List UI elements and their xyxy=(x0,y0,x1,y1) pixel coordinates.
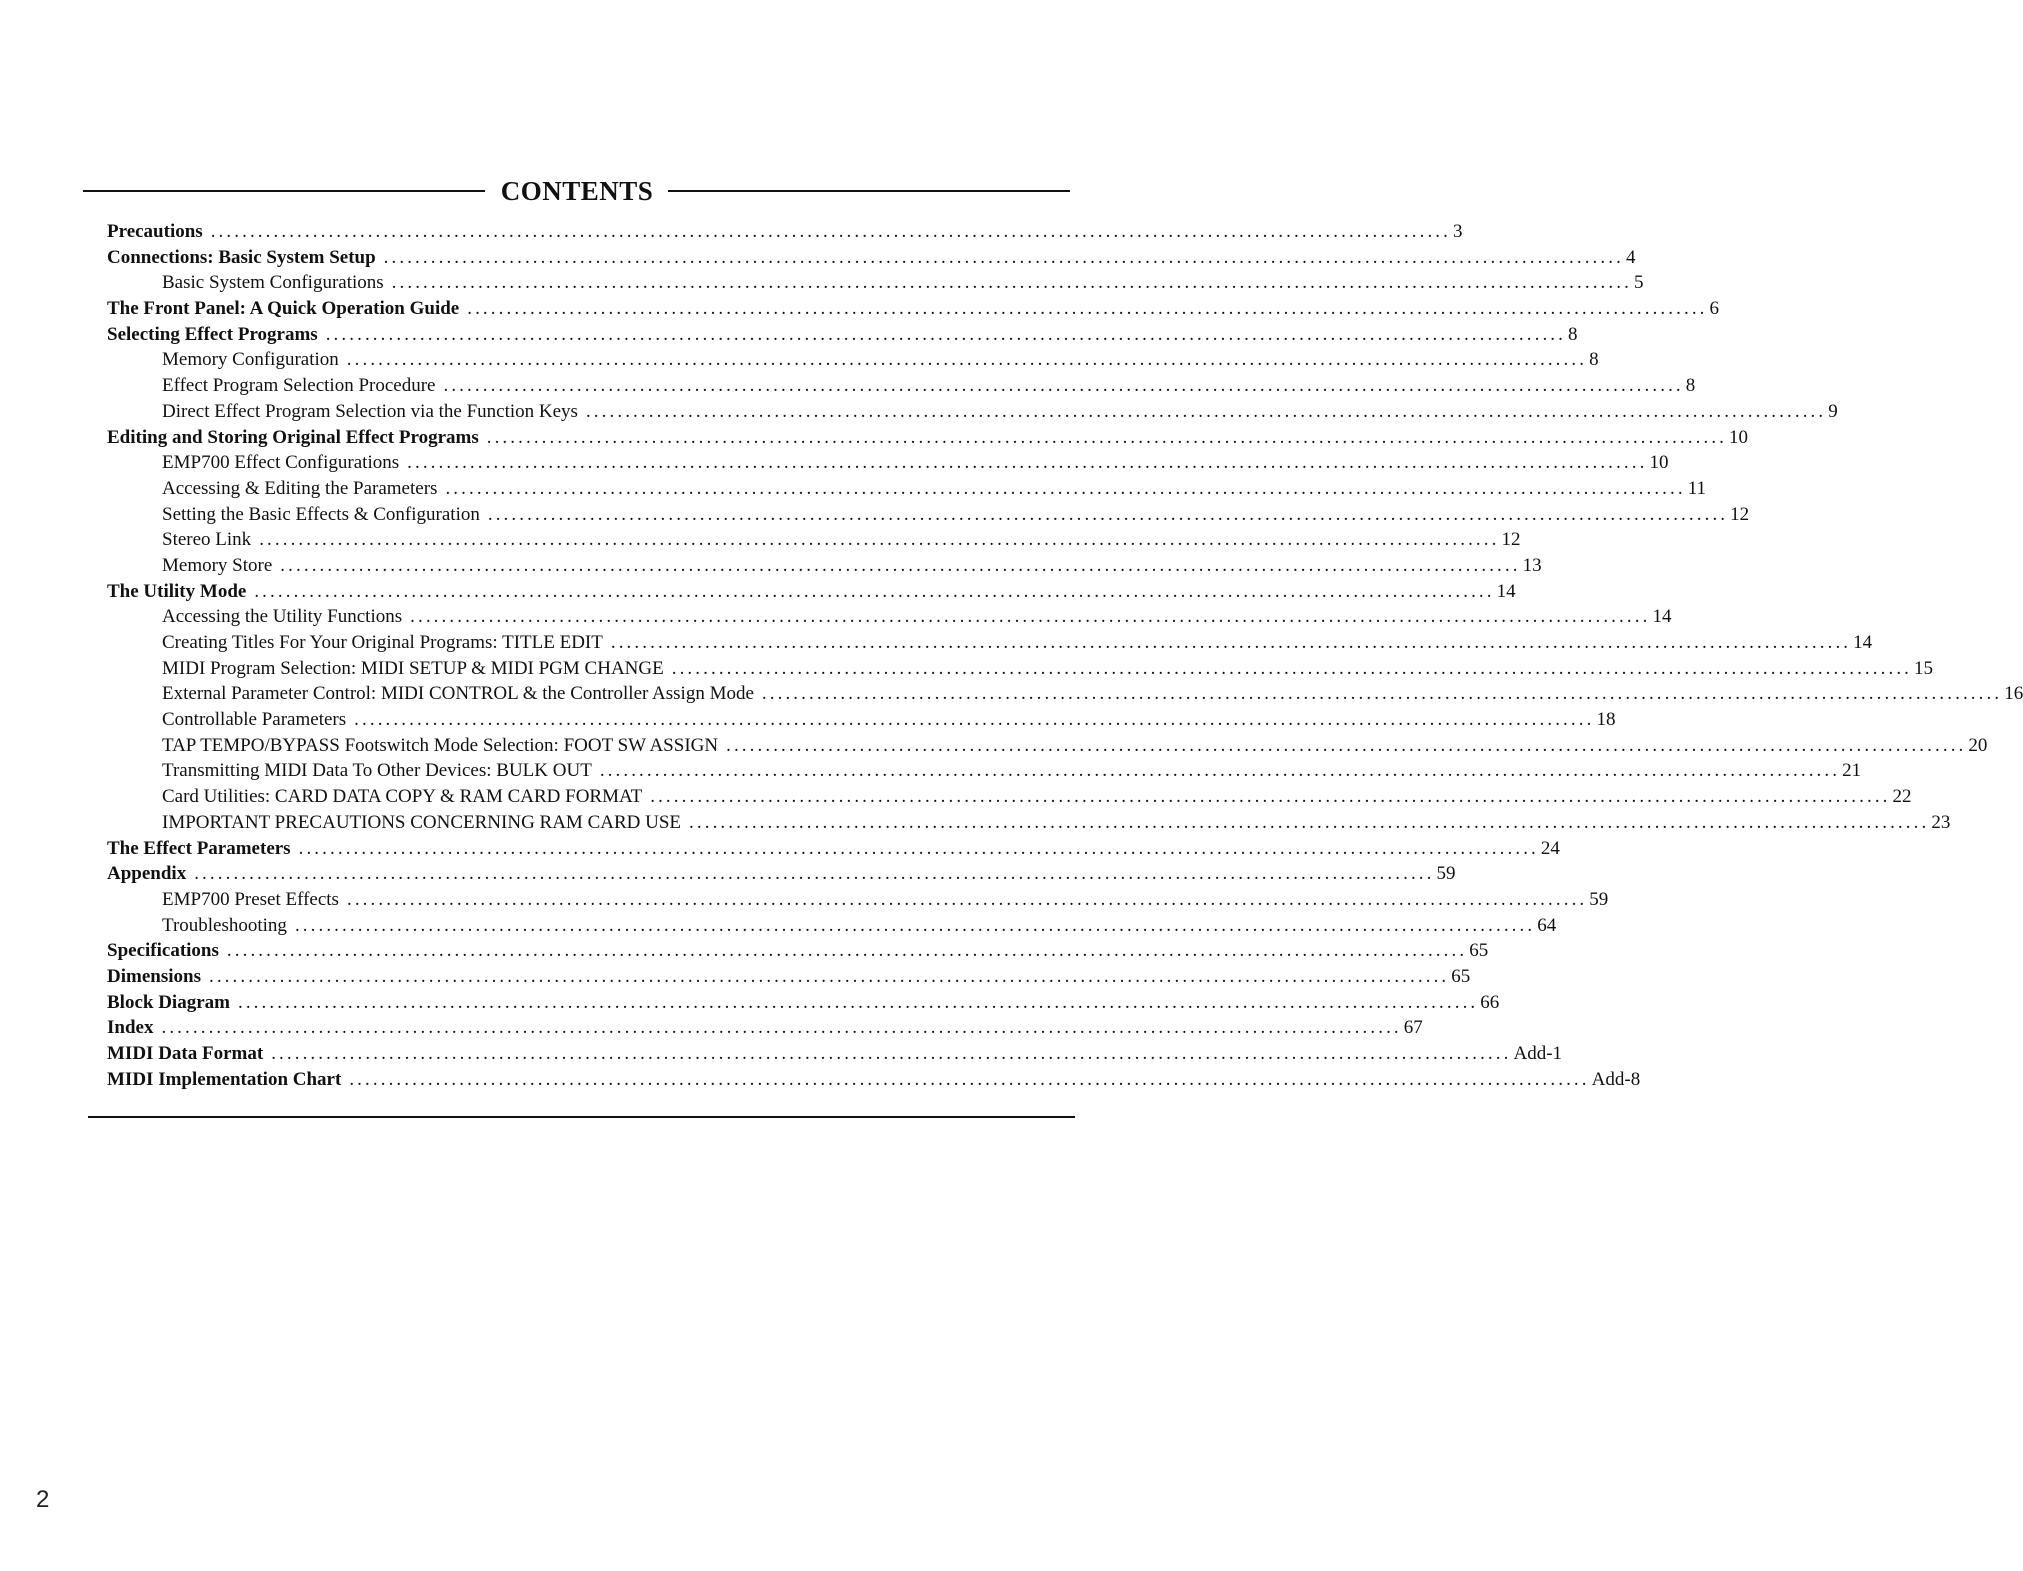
dot-leader: .............................................................................................................................................................. xyxy=(259,529,1500,551)
toc-entry-page: 9 xyxy=(1828,400,1838,422)
toc-section-entry[interactable] xyxy=(107,990,1500,1016)
table-of-contents xyxy=(107,219,2023,1092)
toc-entry-page: 13 xyxy=(1522,554,1542,576)
toc-subsection-entry[interactable] xyxy=(107,913,1557,939)
toc-entry-page: 22 xyxy=(1892,786,1912,808)
toc-section-entry[interactable] xyxy=(107,861,1456,887)
toc-subsection-entry[interactable] xyxy=(107,733,1988,759)
toc-entry-page: 10 xyxy=(1649,452,1669,474)
header-rule-left xyxy=(83,190,485,192)
toc-entry-label: Creating Titles For Your Original Programs: TITLE EDIT xyxy=(162,632,603,653)
toc-subsection-entry[interactable] xyxy=(107,758,1862,784)
toc-entry-page: 14 xyxy=(1853,632,1873,653)
toc-entry-label: Selecting Effect Programs xyxy=(107,323,318,345)
toc-entry-label: Effect Program Selection Procedure xyxy=(162,375,436,397)
toc-entry-label: MIDI Data Format xyxy=(107,1043,264,1064)
toc-entry-page: 10 xyxy=(1729,426,1749,448)
toc-subsection-entry[interactable] xyxy=(107,681,2023,707)
dot-leader: .............................................................................................................................................................. xyxy=(194,863,1435,885)
toc-entry-label: Basic System Configurations xyxy=(162,272,384,294)
page-number: 2 xyxy=(36,1486,50,1513)
dot-leader: .............................................................................................................................................................. xyxy=(689,811,1930,833)
toc-subsection-entry[interactable] xyxy=(107,527,1521,553)
dot-leader: .............................................................................................................................................................. xyxy=(161,1017,1402,1039)
toc-entry-page: Add-1 xyxy=(1513,1043,1563,1064)
toc-section-entry[interactable] xyxy=(107,219,1463,245)
toc-entry-label: TAP TEMPO/BYPASS Footswitch Mode Selection: FOOT SW ASSIGN xyxy=(162,734,719,756)
toc-section-entry[interactable] xyxy=(107,425,1749,451)
dot-leader: .............................................................................................................................................................. xyxy=(467,298,1708,320)
toc-entry-page: 8 xyxy=(1568,323,1578,345)
toc-entry-page: 24 xyxy=(1540,837,1560,859)
toc-entry-label: MIDI Program Selection: MIDI SETUP & MIDI PGM CHANGE xyxy=(162,657,664,679)
dot-leader: .............................................................................................................................................................. xyxy=(349,1068,1590,1090)
toc-entry-label: Precautions xyxy=(107,221,203,242)
toc-entry-page: 12 xyxy=(1730,503,1750,525)
toc-subsection-entry[interactable] xyxy=(107,707,1616,733)
toc-entry-page: 14 xyxy=(1652,606,1672,628)
toc-entry-page: 23 xyxy=(1931,811,1951,833)
toc-entry-label: Troubleshooting xyxy=(162,914,287,936)
toc-entry-label: External Parameter Control: MIDI CONTROL & the Controller Assign Mode xyxy=(162,683,754,705)
dot-leader: .............................................................................................................................................................. xyxy=(210,221,1452,242)
toc-entry-page: 21 xyxy=(1842,760,1862,782)
toc-section-entry[interactable] xyxy=(107,1041,1563,1067)
dot-leader: .............................................................................................................................................................. xyxy=(761,683,2003,705)
toc-entry-label: MIDI Implementation Chart xyxy=(107,1068,342,1090)
toc-subsection-entry[interactable] xyxy=(107,347,1599,373)
dot-leader: .............................................................................................................................................................. xyxy=(410,606,1651,628)
toc-subsection-entry[interactable] xyxy=(107,270,1644,296)
dot-leader: .............................................................................................................................................................. xyxy=(383,246,1624,268)
toc-subsection-entry[interactable] xyxy=(107,373,1696,399)
dot-leader: .............................................................................................................................................................. xyxy=(585,400,1827,422)
dot-leader: .............................................................................................................................................................. xyxy=(726,734,1967,756)
toc-subsection-entry[interactable] xyxy=(107,887,1609,913)
toc-section-entry[interactable] xyxy=(107,296,1720,322)
dot-leader: .............................................................................................................................................................. xyxy=(346,349,1588,371)
dot-leader: .............................................................................................................................................................. xyxy=(354,709,1595,731)
toc-entry-page: 67 xyxy=(1403,1017,1423,1039)
toc-section-entry[interactable] xyxy=(107,1015,1423,1041)
dot-leader: .............................................................................................................................................................. xyxy=(650,786,1891,808)
toc-entry-page: 15 xyxy=(1914,657,1934,679)
dot-leader: .............................................................................................................................................................. xyxy=(671,657,1913,679)
dot-leader: .............................................................................................................................................................. xyxy=(445,477,1686,499)
toc-entry-page: 14 xyxy=(1496,580,1516,602)
toc-entry-page: 8 xyxy=(1589,349,1599,371)
toc-entry-label: EMP700 Effect Configurations xyxy=(162,452,400,474)
toc-entry-page: 5 xyxy=(1633,272,1644,294)
toc-section-entry[interactable] xyxy=(107,245,1636,271)
dot-leader: .............................................................................................................................................................. xyxy=(407,452,1648,474)
contents-header xyxy=(83,174,1070,208)
toc-section-entry[interactable] xyxy=(107,964,1471,990)
toc-entry-label: Memory Configuration xyxy=(162,349,339,371)
toc-entry-label: The Front Panel: A Quick Operation Guide xyxy=(107,298,460,320)
dot-leader: .............................................................................................................................................................. xyxy=(346,888,1588,910)
dot-leader: .............................................................................................................................................................. xyxy=(237,991,1479,1013)
toc-entry-page: 8 xyxy=(1685,375,1696,397)
toc-entry-label: Dimensions xyxy=(107,965,201,987)
toc-entry-page: 6 xyxy=(1709,298,1720,320)
toc-entry-page: 11 xyxy=(1687,477,1707,499)
header-rule-right xyxy=(668,190,1070,192)
toc-entry-page: 59 xyxy=(1436,863,1456,885)
toc-entry-label: Controllable Parameters xyxy=(162,709,347,731)
toc-entry-label: Editing and Storing Original Effect Programs xyxy=(107,426,479,448)
dot-leader: .............................................................................................................................................................. xyxy=(208,965,1450,987)
toc-subsection-entry[interactable] xyxy=(107,399,1838,425)
toc-section-entry[interactable] xyxy=(107,322,1578,348)
page-title: CONTENTS xyxy=(500,176,654,206)
toc-subsection-entry[interactable] xyxy=(107,476,1707,502)
toc-entry-label: Index xyxy=(107,1017,154,1039)
toc-entry-label: Setting the Basic Effects & Configuration xyxy=(162,503,480,525)
toc-entry-label: IMPORTANT PRECAUTIONS CONCERNING RAM CARD USE xyxy=(162,811,682,833)
toc-subsection-entry[interactable] xyxy=(107,810,1951,836)
toc-entry-label: Accessing & Editing the Parameters xyxy=(162,477,438,499)
toc-entry-label: The Utility Mode xyxy=(107,580,247,602)
toc-entry-page: 18 xyxy=(1596,709,1616,731)
toc-entry-label: Transmitting MIDI Data To Other Devices: BULK OUT xyxy=(162,760,592,782)
dot-leader: .............................................................................................................................................................. xyxy=(254,580,1495,602)
toc-subsection-entry[interactable] xyxy=(107,450,1669,476)
toc-entry-label: Block Diagram xyxy=(107,991,230,1013)
toc-entry-page: 66 xyxy=(1480,991,1500,1013)
toc-subsection-entry[interactable] xyxy=(107,784,1912,810)
toc-subsection-entry[interactable] xyxy=(107,502,1750,528)
toc-entry-page: 65 xyxy=(1469,940,1489,962)
toc-entry-page: 4 xyxy=(1625,246,1636,268)
toc-entry-page: 59 xyxy=(1589,888,1609,910)
toc-entry-label: Memory Store xyxy=(162,554,273,576)
toc-entry-label: The Effect Parameters xyxy=(107,837,291,859)
toc-subsection-entry[interactable] xyxy=(107,604,1672,630)
dot-leader: .............................................................................................................................................................. xyxy=(325,323,1567,345)
toc-entry-page: 16 xyxy=(2004,683,2023,705)
dot-leader: .............................................................................................................................................................. xyxy=(271,1043,1512,1064)
dot-leader: .............................................................................................................................................................. xyxy=(487,503,1729,525)
toc-section-entry[interactable] xyxy=(107,1067,1641,1093)
dot-leader: .............................................................................................................................................................. xyxy=(298,837,1539,859)
toc-entry-label: Connections: Basic System Setup xyxy=(107,246,376,268)
toc-section-entry[interactable] xyxy=(107,579,1516,605)
toc-entry-label: Direct Effect Program Selection via the Function Keys xyxy=(162,400,578,422)
bottom-rule xyxy=(88,1116,1075,1118)
toc-section-entry[interactable] xyxy=(107,836,1560,862)
dot-leader: .............................................................................................................................................................. xyxy=(443,375,1684,397)
dot-leader: .............................................................................................................................................................. xyxy=(391,272,1632,294)
toc-entry-label: Specifications xyxy=(107,940,219,962)
toc-entry-page: 12 xyxy=(1501,529,1521,551)
toc-entry-page: 3 xyxy=(1453,221,1463,242)
toc-entry-page: Add-8 xyxy=(1591,1068,1641,1090)
toc-section-entry[interactable] xyxy=(107,938,1489,964)
toc-subsection-entry[interactable] xyxy=(107,630,1873,656)
toc-entry-label: Card Utilities: CARD DATA COPY & RAM CARD FORMAT xyxy=(162,786,643,808)
dot-leader: .............................................................................................................................................................. xyxy=(294,914,1536,936)
toc-subsection-entry[interactable] xyxy=(107,553,1542,579)
toc-entry-label: Appendix xyxy=(107,863,187,885)
dot-leader: .............................................................................................................................................................. xyxy=(486,426,1728,448)
dot-leader: .............................................................................................................................................................. xyxy=(280,554,1521,576)
toc-entry-page: 64 xyxy=(1537,914,1557,936)
toc-entry-page: 65 xyxy=(1451,965,1471,987)
toc-entry-label: Accessing the Utility Functions xyxy=(162,606,403,628)
toc-subsection-entry[interactable] xyxy=(107,656,1934,682)
dot-leader: .............................................................................................................................................................. xyxy=(610,632,1852,653)
toc-entry-label: EMP700 Preset Effects xyxy=(162,888,339,910)
toc-entry-page: 20 xyxy=(1968,734,1988,756)
dot-leader: .............................................................................................................................................................. xyxy=(226,940,1468,962)
toc-entry-label: Stereo Link xyxy=(162,529,252,551)
dot-leader: .............................................................................................................................................................. xyxy=(599,760,1841,782)
